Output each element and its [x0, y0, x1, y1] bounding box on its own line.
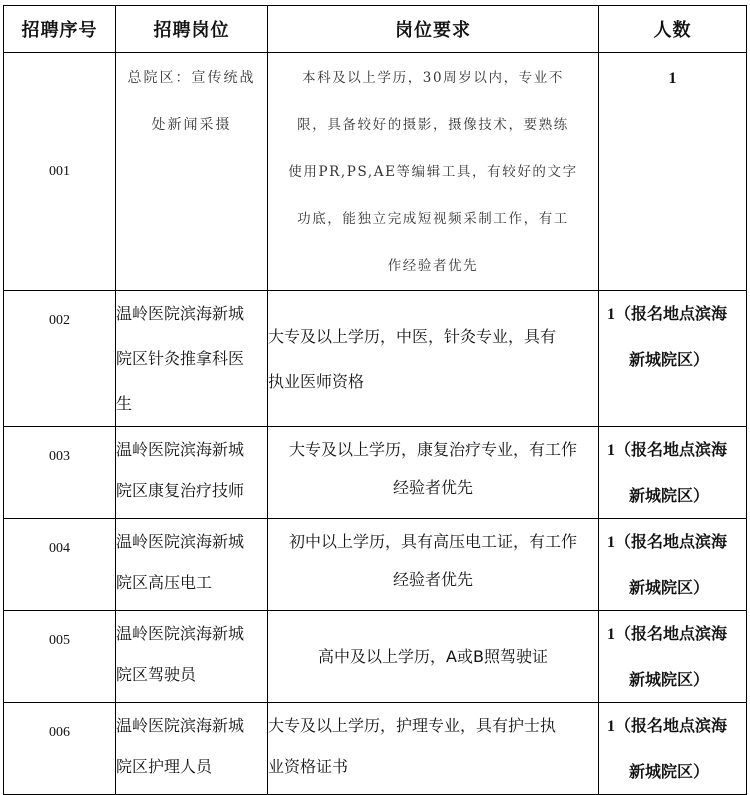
position-cell [116, 291, 268, 427]
position-line: 院区康复治疗技师 [116, 481, 245, 500]
requirement-line: 本科及以上学历，30周岁以内，专业不 [302, 70, 564, 86]
count-note: 新城院区） [629, 350, 710, 369]
position-line: 处新闻采摄 [151, 117, 232, 133]
position-line: 院区护理人员 [116, 757, 213, 776]
count-note: （报名地点滨海 [615, 304, 728, 323]
requirement-line: 大专及以上学历，护理专业，具有护士执 [268, 716, 557, 735]
count-number: 1 [607, 626, 615, 643]
seq-cell: 004 [4, 519, 116, 611]
position-line: 温岭医院滨海新城 [116, 716, 245, 735]
requirement-line: 经验者优先 [392, 478, 473, 497]
table-row [4, 611, 747, 703]
header-count: 人数 [599, 6, 747, 53]
requirement-line: 作经验者优先 [387, 258, 479, 274]
count-number: 1 [607, 306, 615, 323]
seq-cell: 002 [4, 291, 116, 427]
seq-cell: 003 [4, 427, 116, 519]
position-cell [116, 53, 268, 291]
count-note: 新城院区） [629, 762, 710, 781]
count-note: （报名地点滨海 [615, 716, 728, 735]
requirement-line: 初中以上学历，具有高压电工证，有工作 [288, 532, 577, 551]
table-row [4, 703, 747, 795]
requirement-line: 业资格证书 [268, 757, 349, 776]
position-line: 院区高压电工 [116, 573, 213, 592]
requirement-cell [268, 519, 599, 611]
requirement-line: 限，具备较好的摄影，摄像技术，要熟练 [297, 117, 569, 133]
header-requirements: 岗位要求 [268, 6, 599, 53]
table-row [4, 53, 747, 291]
count-cell [599, 519, 747, 611]
table-header-row [4, 6, 747, 53]
header-position: 招聘岗位 [116, 6, 268, 53]
count-note: （报名地点滨海 [615, 532, 728, 551]
table-row [4, 427, 747, 519]
count-note: （报名地点滨海 [615, 440, 728, 459]
requirement-cell [268, 703, 599, 795]
recruitment-table [3, 5, 747, 795]
count-note: 新城院区） [629, 578, 710, 597]
position-line: 生 [116, 394, 133, 413]
position-line: 温岭医院滨海新城 [116, 624, 245, 643]
requirement-line: 经验者优先 [392, 570, 473, 589]
requirement-cell [268, 611, 599, 703]
requirement-line: 执业医师资格 [268, 371, 365, 391]
count-number: 1 [607, 718, 615, 735]
requirement-line: 大专及以上学历，康复治疗专业，有工作 [288, 440, 577, 459]
position-cell [116, 519, 268, 611]
count-number: 1 [607, 534, 615, 551]
count-cell: 1 [599, 53, 747, 291]
count-cell [599, 291, 747, 427]
position-line: 温岭医院滨海新城 [116, 532, 245, 551]
count-number: 1 [607, 442, 615, 459]
count-note: 新城院区） [629, 670, 710, 689]
requirement-line: 使用PR,PS,AE等编辑工具，有较好的文字 [288, 164, 578, 180]
requirement-line: 大专及以上学历，中医，针灸专业，具有 [268, 326, 557, 346]
header-seq: 招聘序号 [4, 6, 116, 53]
seq-cell: 005 [4, 611, 116, 703]
requirement-cell [268, 291, 599, 427]
count-cell [599, 611, 747, 703]
position-line: 温岭医院滨海新城 [116, 304, 245, 323]
table-row [4, 519, 747, 611]
requirement-line: 功底，能独立完成短视频采制工作，有工 [297, 211, 569, 227]
position-line: 总院区：宣传统战 [127, 70, 256, 86]
position-line: 温岭医院滨海新城 [116, 440, 245, 459]
position-cell [116, 611, 268, 703]
count-cell [599, 703, 747, 795]
requirement-cell [268, 53, 599, 291]
seq-cell: 001 [4, 53, 116, 291]
count-cell [599, 427, 747, 519]
position-line: 院区驾驶员 [116, 665, 197, 684]
count-note: 新城院区） [629, 486, 710, 505]
position-cell [116, 427, 268, 519]
table-row [4, 291, 747, 427]
position-cell [116, 703, 268, 795]
position-line: 院区针灸推拿科医 [116, 349, 245, 368]
requirement-cell [268, 427, 599, 519]
seq-cell: 006 [4, 703, 116, 795]
count-note: （报名地点滨海 [615, 624, 728, 643]
requirement-line: 高中及以上学历，A或B照驾驶证 [318, 647, 548, 666]
